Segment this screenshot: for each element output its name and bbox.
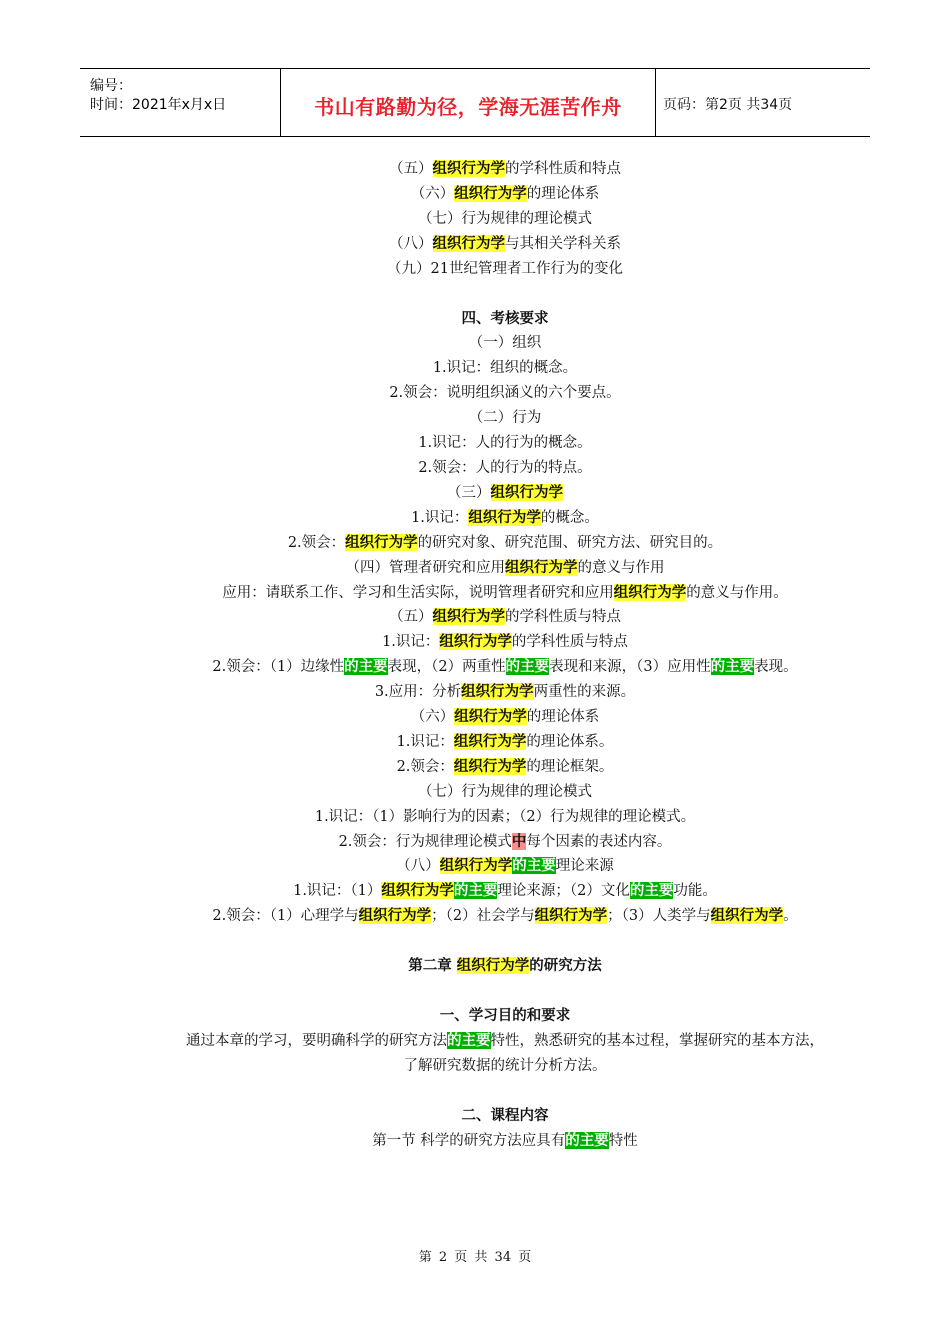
highlight-yellow: 组织行为学 (505, 558, 578, 576)
text-line (185, 680, 825, 705)
page-code: 页码：第2页 共34页 (663, 97, 793, 113)
highlight-yellow: 组织行为学 (345, 533, 418, 551)
text-line (185, 207, 825, 232)
text-line (185, 730, 825, 755)
text-line (185, 331, 825, 356)
text-segment: 1.识记：人的行为的概念。 (418, 435, 592, 452)
text-segment: 2.领会：人的行为的特点。 (418, 459, 592, 476)
text-line (185, 182, 825, 207)
text-segment: ；（2）社会学与 (431, 908, 535, 925)
text-segment: 第一节 科学的研究方法应具有 (372, 1132, 566, 1149)
document-body (185, 157, 825, 1154)
paragraph-gap (185, 979, 825, 1004)
highlight-yellow: 组织行为学 (381, 882, 454, 900)
highlight-yellow: 组织行为学 (454, 708, 527, 726)
highlight-yellow: 组织行为学 (453, 732, 527, 750)
text-segment: （八） (396, 858, 440, 875)
highlight-yellow: 组织行为学 (432, 160, 505, 177)
text-segment: 1.识记：（1） (293, 883, 382, 900)
highlight-yellow: 组织行为学 (613, 583, 687, 601)
highlight-yellow: 组织行为学 (461, 683, 534, 701)
text-line (185, 805, 825, 830)
motto: 书山有路勤为径，学海无涯苦作舟 (314, 95, 622, 119)
heading-text: 的研究方法 (529, 957, 602, 975)
text-segment: 应用：请联系工作、学习和生活实际，说明管理者研究和应用 (222, 584, 614, 601)
text-line (185, 406, 825, 431)
text-line (185, 655, 825, 680)
text-segment: 的学科性质与特点 (505, 609, 621, 626)
text-segment: 特性，熟悉研究的基本过程，掌握研究的基本方法，了解研究数据的统计分析方法。 (403, 1033, 824, 1074)
highlight-green: 的主要 (710, 658, 755, 676)
text-line (185, 854, 825, 879)
header-page-cell (655, 69, 870, 136)
text-segment: 1.识记： (411, 509, 469, 526)
text-line (185, 506, 825, 531)
text-segment: （五） (389, 609, 433, 626)
highlight-green: 的主要 (344, 658, 388, 676)
text-line (185, 481, 825, 506)
text-line (185, 1104, 825, 1129)
text-segment: 2.领会：（1）心理学与 (212, 908, 359, 925)
text-segment: 的学科性质和特点 (505, 161, 621, 177)
text-line (185, 705, 825, 730)
text-line (185, 605, 825, 630)
text-line (185, 232, 825, 257)
text-segment: 特性 (608, 1132, 638, 1149)
highlight-yellow: 组织行为学 (710, 907, 784, 925)
heading-text: 第二章 (408, 957, 457, 975)
text-segment: （三） (447, 484, 491, 501)
text-segment: 两重性的来源。 (533, 684, 636, 701)
highlight-yellow: 组织行为学 (456, 957, 530, 975)
page-footer: 第 2 页 共 34 页 (418, 1250, 532, 1265)
highlight-red: 中 (511, 832, 527, 850)
heading-text: 一、学习目的和要求 (439, 1007, 571, 1025)
text-line (185, 581, 825, 606)
text-segment: （一）组织 (468, 335, 542, 352)
text-line (185, 904, 825, 929)
text-segment: 的理论框架。 (526, 758, 614, 775)
heading-text: 二、课程内容 (461, 1106, 549, 1124)
text-segment: 3.应用：分析 (374, 684, 462, 701)
paragraph-gap (185, 282, 825, 307)
highlight-green: 的主要 (629, 882, 674, 900)
text-line (185, 531, 825, 556)
text-line (185, 1029, 825, 1079)
highlight-yellow: 组织行为学 (439, 857, 513, 875)
text-line (185, 307, 825, 332)
text-segment: 2.领会：（1）边缘性 (212, 659, 345, 676)
text-line (185, 381, 825, 406)
text-line (185, 954, 825, 979)
header-motto-cell (280, 69, 656, 136)
text-segment: 1.识记： (396, 733, 454, 750)
text-segment: 的概念。 (540, 509, 599, 526)
text-segment: 1.识记：（1）影响行为的因素；（2）行为规律的理论模式。 (314, 808, 696, 825)
text-segment: （二）行为 (468, 410, 542, 427)
highlight-yellow: 组织行为学 (453, 757, 527, 775)
text-line (185, 780, 825, 805)
highlight-yellow: 组织行为学 (468, 508, 541, 526)
text-segment: 2.领会：行为规律理论模式 (338, 833, 512, 850)
text-segment: 与其相关学科关系 (505, 235, 621, 252)
text-line (185, 1129, 825, 1154)
text-segment: 表现，（2）两重性 (387, 659, 506, 676)
text-segment: 的理论体系 (526, 709, 600, 726)
text-segment: 。 (783, 908, 798, 925)
highlight-yellow: 组织行为学 (454, 184, 527, 202)
text-segment: 理论来源 (555, 858, 614, 875)
text-line (185, 830, 825, 855)
text-line (185, 879, 825, 904)
highlight-green: 的主要 (453, 882, 498, 900)
text-segment: 的意义与作用。 (686, 584, 788, 601)
text-segment: 2.领会：说明组织涵义的六个要点。 (389, 385, 621, 402)
text-segment: 通过本章的学习，要明确科学的研究方法 (186, 1033, 447, 1049)
highlight-green: 的主要 (505, 658, 550, 676)
paragraph-gap (185, 929, 825, 954)
text-segment: （六） (410, 709, 455, 726)
text-segment: （八） (389, 235, 433, 252)
highlight-yellow: 组织行为学 (432, 608, 505, 626)
text-line (185, 630, 825, 655)
highlight-yellow: 组织行为学 (534, 907, 608, 925)
text-segment: 2.领会： (396, 758, 454, 775)
text-segment: 的意义与作用 (577, 559, 665, 576)
text-line (185, 356, 825, 381)
text-segment: （七）行为规律的理论模式 (418, 783, 592, 800)
time-label: 时间：2021年x月x日 (90, 97, 227, 113)
text-segment: （六） (410, 185, 455, 202)
doc-number-label: 编号： (90, 78, 132, 94)
highlight-green: 的主要 (565, 1131, 609, 1149)
highlight-yellow: 组织行为学 (490, 483, 563, 501)
text-segment: 2.领会： (287, 534, 346, 551)
header-meta (80, 69, 280, 136)
text-segment: （五） (389, 161, 433, 177)
text-line (185, 431, 825, 456)
text-segment: 的学科性质与特点 (511, 634, 628, 651)
text-line (185, 556, 825, 581)
text-segment: 的研究对象、研究范围、研究方法、研究目的。 (417, 534, 723, 551)
text-line (185, 1004, 825, 1029)
text-line (185, 157, 825, 182)
page-header (80, 68, 870, 137)
text-segment: 表现和来源，（3）应用性 (549, 659, 711, 676)
highlight-yellow: 组织行为学 (439, 633, 512, 651)
text-segment: 1.识记： (382, 634, 440, 651)
text-segment: 的理论体系 (526, 185, 600, 202)
highlight-green: 的主要 (447, 1032, 491, 1049)
text-segment: （九）21世纪管理者工作行为的变化 (387, 260, 623, 277)
highlight-green: 的主要 (512, 857, 556, 875)
text-segment: ；（3）人类学与 (607, 908, 711, 925)
text-segment: （四）管理者研究和应用 (345, 559, 505, 576)
text-segment: 1.识记：组织的概念。 (432, 360, 578, 377)
highlight-yellow: 组织行为学 (358, 907, 432, 925)
text-segment: 表现。 (754, 659, 798, 676)
text-line (185, 257, 825, 282)
text-segment: 的理论体系。 (526, 733, 614, 750)
text-segment: （七）行为规律的理论模式 (418, 210, 592, 227)
heading-text: 四、考核要求 (461, 309, 549, 327)
text-line (185, 456, 825, 481)
text-segment: 理论来源；（2）文化 (497, 883, 630, 900)
text-line (185, 755, 825, 780)
highlight-yellow: 组织行为学 (432, 234, 505, 252)
paragraph-gap (185, 1079, 825, 1104)
text-segment: 每个因素的表述内容。 (526, 833, 672, 850)
text-segment: 功能。 (673, 883, 717, 900)
